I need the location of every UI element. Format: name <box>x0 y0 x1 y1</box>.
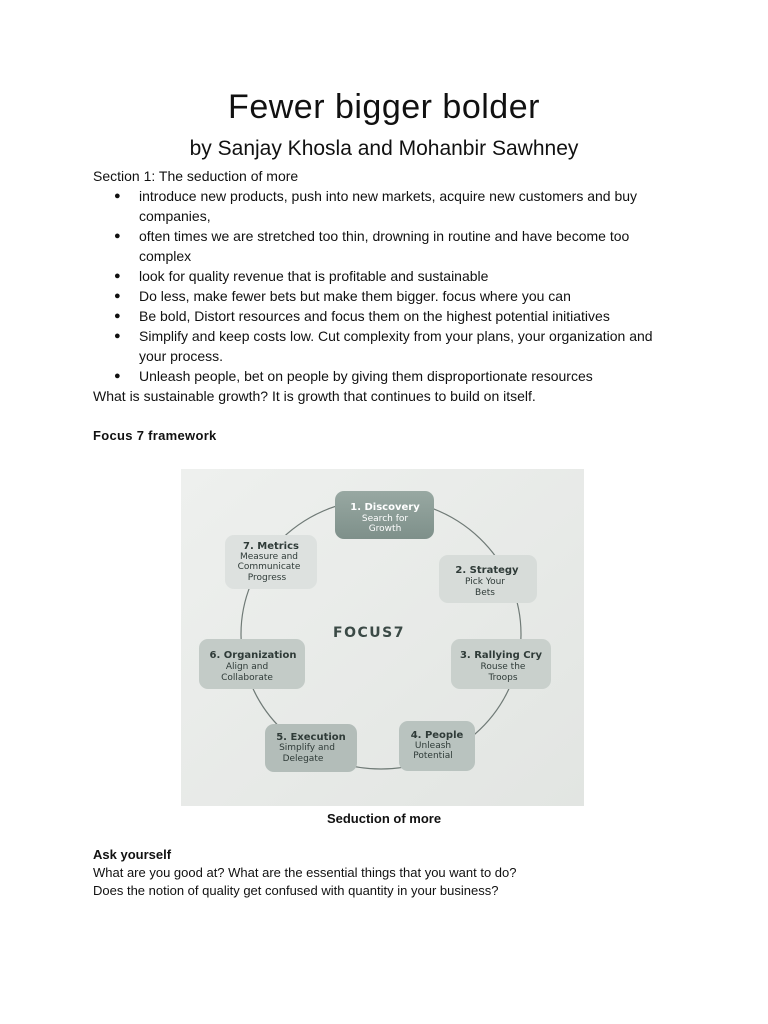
figure-caption: Seduction of more <box>326 811 442 826</box>
node-line: Communicate <box>237 562 301 572</box>
ask-heading: Ask yourself <box>93 847 172 862</box>
node-title: 5. Execution <box>276 732 346 743</box>
node-strategy <box>439 555 537 603</box>
node-line: Growth <box>368 524 402 534</box>
document-title: Fewer bigger bolder <box>228 88 540 126</box>
bullet-item: ● Simplify and keep costs low. Cut complexity from your plans, your organization and your process. <box>93 326 683 366</box>
node-line: Potential <box>413 751 453 761</box>
node-line: Rouse the <box>480 662 526 672</box>
node-rallying-cry <box>451 639 551 689</box>
node-line: Bets <box>475 588 495 598</box>
node-metrics <box>225 535 317 589</box>
node-title: 7. Metrics <box>243 541 299 552</box>
node-line: Search for <box>361 514 409 524</box>
node-line: Unleash <box>414 741 452 751</box>
node-line: Measure and <box>239 552 299 562</box>
bullet-item: ● often times we are stretched too thin, drowning in routine and have become too complex <box>93 226 683 266</box>
bullet-item: ● Do less, make fewer bets but make them bigger. focus where you can <box>93 286 683 306</box>
node-line: Pick Your <box>465 577 505 587</box>
node-discovery <box>335 491 434 539</box>
node-line: Troops <box>488 673 518 683</box>
node-people <box>399 721 475 771</box>
node-title: 6. Organization <box>209 650 297 661</box>
focus7-label: FOCUS7 <box>333 625 405 641</box>
node-line: Delegate <box>282 754 324 764</box>
node-line: Collaborate <box>221 673 273 683</box>
node-organization <box>199 639 305 689</box>
document-subtitle: by Sanjay Khosla and Mohanbir Sawhney <box>189 137 579 160</box>
bullet-item: ● look for quality revenue that is profitable and sustainable <box>93 266 683 286</box>
node-line: Progress <box>247 573 287 583</box>
node-title: 4. People <box>410 730 464 741</box>
question: What are you good at? What are the essential things that you want to do? <box>93 865 517 880</box>
node-title: 3. Rallying Cry <box>459 650 543 661</box>
focus7-figure <box>181 469 584 806</box>
section-heading: Section 1: The seduction of more <box>93 168 299 184</box>
bullet-item: ● introduce new products, push into new markets, acquire new customers and buy companies, <box>93 186 683 226</box>
node-title: 1. Discovery <box>350 502 420 513</box>
bullet-item: ● Unleash people, bet on people by giving them disproportionate resources <box>93 366 683 386</box>
node-line: Align and <box>225 662 269 672</box>
question: Does the notion of quality get confused with quantity in your business? <box>93 883 499 898</box>
bullet-list <box>93 186 683 386</box>
focus-heading: Focus 7 framework <box>93 428 217 443</box>
node-title: 2. Strategy <box>455 565 519 576</box>
node-line: Simplify and <box>279 743 335 753</box>
bullet-item: ● Be bold, Distort resources and focus them on the highest potential initiatives <box>93 306 683 326</box>
growth-definition: What is sustainable growth? It is growth that continues to build on itself. <box>93 388 536 404</box>
node-execution <box>265 724 357 772</box>
